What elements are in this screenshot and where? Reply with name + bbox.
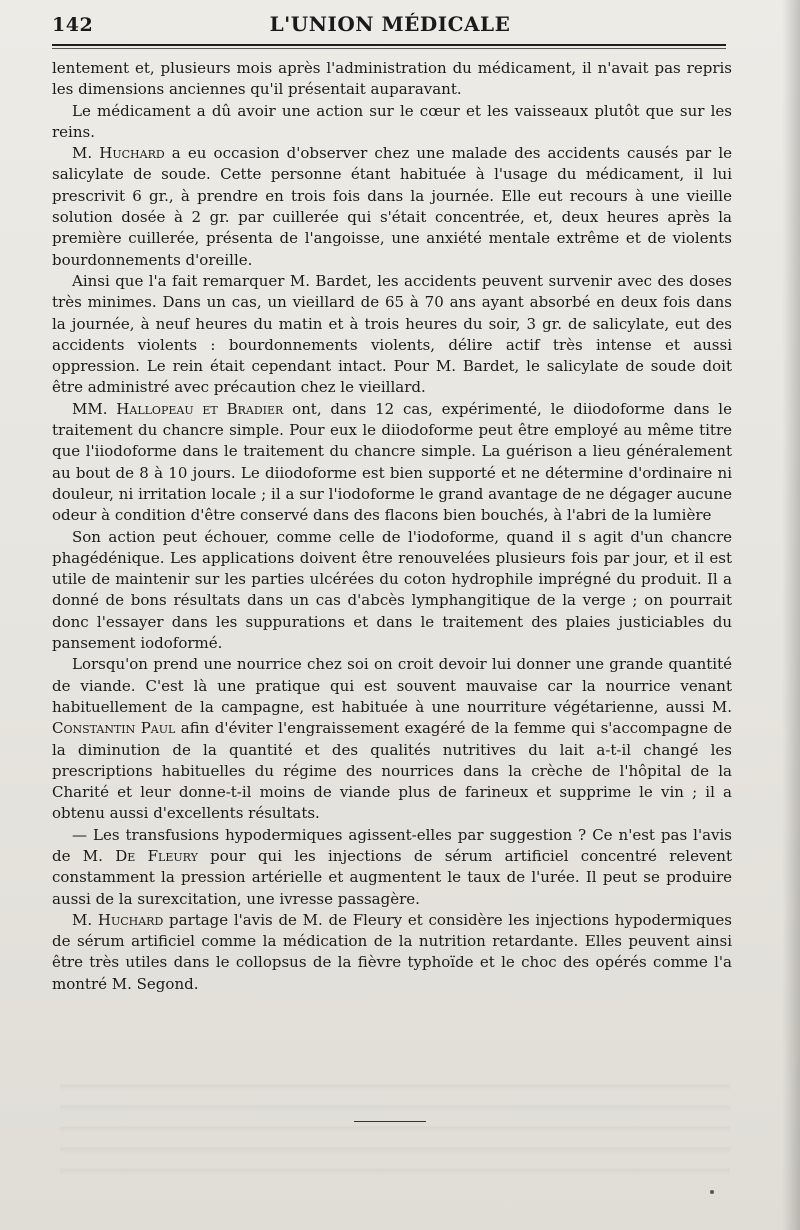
page-header: [52, 12, 728, 42]
paragraph-text: ont, dans 12 cas, expérimenté, le diiodoforme dans le traitement du chancre simple. Pour eux le diiodoforme peut être employé au même titre que l'iiodoforme dans le traitement du chancre simple. La guérison a lieu généralement au bout de 8 à 10 jours. Le diiodoforme est bien supporté et ne détermine d'ordinaire ni douleur, ni irritation locale ; il a sur l'iodoforme le grand avantage de ne dégager aucune odeur à condition d'être conservé dans des flacons bien bouchés, à l'abri de la lumière: [52, 399, 732, 525]
running-title: L'UNION MÉDICALE: [269, 12, 511, 36]
paragraph-text: afin d'éviter l'engraissement exagéré de la femme qui s'accompagne de la diminution de la quantité et des qualités nutritives du lait a-t-il changé les prescriptions habituelles du régime des nourrices dans la crèche de l'hôpital de la Charité et leur donne-t-il moins de viande plus de farineux et supprime le vin ; il a obtenu aussi d'excellents résultats.: [52, 719, 732, 823]
paragraph-text: Le médicament a dû avoir une action sur le cœur et les vaisseaux plutôt que sur les reins.: [52, 101, 732, 141]
paragraph: [52, 271, 732, 399]
paragraph: [52, 527, 732, 655]
paragraph: [52, 654, 732, 824]
author-name: Constantin Paul: [52, 719, 176, 738]
paragraph: [52, 399, 732, 527]
header-rule-thin: [52, 48, 726, 49]
page-edge-shadow: [782, 0, 800, 1230]
paragraph: [52, 825, 732, 910]
page-number: 142: [52, 14, 94, 36]
author-name: Hallopeau et Bradier: [116, 399, 284, 418]
paragraph-text: partage l'avis de M. de Fleury et considère les injections hypodermiques de sérum artificiel comme la médication de la nutrition retardante. Elles peuvent ainsi être très utiles dans le collopsus de la fièvre typhoïde et le choc des opérés comme l'a montré M. Segond.: [52, 910, 732, 993]
paragraph-text: lentement et, plusieurs mois après l'administration du médicament, il n'avait pas repris les dimensions anciennes qu'il présentait auparavant.: [52, 59, 732, 99]
author-name: Huchard: [97, 910, 164, 929]
paper-speck: [710, 1190, 714, 1194]
header-rule: [52, 44, 726, 46]
article-body: [52, 58, 732, 995]
paragraph-text: pour qui les injections de sérum artificiel concentré relevent constamment la pression artérielle et augmentent le taux de l'urée. Il peut se produire aussi de la surexcitation, une ivresse passagère.: [52, 846, 732, 908]
paragraph-text: M.: [72, 910, 98, 929]
paragraph: [52, 101, 732, 144]
paragraph: [52, 143, 732, 271]
paragraph-text: M.: [72, 144, 100, 163]
paragraph-text: Ainsi que l'a fait remarquer M. Bardet, les accidents peuvent survenir avec des doses très minimes. Dans un cas, un vieillard de 65 à 70 ans ayant absorbé en deux fois dans la journée, à neuf heures du matin et à trois heures du soir, 3 gr. de salicylate, eut des accidents violents : bourdonnements violents, délire actif très intense et aussi oppression. Le rein était cependant intact. Pour M. Bardet, le salicylate de soude doit être administré avec précaution chez le vieillard.: [52, 271, 732, 397]
paragraph: [52, 910, 732, 995]
paragraph-text: a eu occasion d'observer chez une malade des accidents causés par le salicylate de soude. Cette personne étant habituée à l'usage du médicament, il lui prescrivit 6 gr., à prendre en trois fois dans la journée. Elle eut recours à une vieille solution dosée à 2 gr. par cuillerée qui s'était concentrée, et, deux heures après la première cuillerée, présenta de l'angoisse, une anxiété mentale extrême et de violents bourdonnements d'oreille.: [52, 144, 732, 269]
paragraph-text: Lorsqu'on prend une nourrice chez soi on croit devoir lui donner une grande quantité de viande. C'est là une pratique qui est souvent mauvaise car la nourrice venant habituellement de la campagne, est habituée à une nourriture végétarienne, aussi M.: [52, 655, 732, 716]
show-through-texture: [60, 1070, 730, 1180]
paragraph: [52, 58, 732, 101]
paragraph-text: — Les transfusions hypodermiques agissent-elles par suggestion ? Ce n'est pas l'avis de M.: [52, 825, 732, 865]
author-name: De Fleury: [115, 846, 198, 865]
author-name: Huchard: [99, 144, 165, 163]
paragraph-text: Son action peut échouer, comme celle de l'iodoforme, quand il s agit d'un chancre phagédénique. Les applications doivent être renouvelées plusieurs fois par jour, et il est utile de maintenir sur les parties ulcérées du coton hydrophile imprégné du produit. Il a donné de bons résultats dans un cas d'abcès lymphangitique de la verge ; on pourrait donc l'essayer dans les suppurations et dans le traitement des plaies justiciables du pansement iodoformé.: [52, 527, 732, 653]
paragraph-text: MM.: [72, 399, 117, 418]
section-end-rule: [354, 1121, 426, 1122]
